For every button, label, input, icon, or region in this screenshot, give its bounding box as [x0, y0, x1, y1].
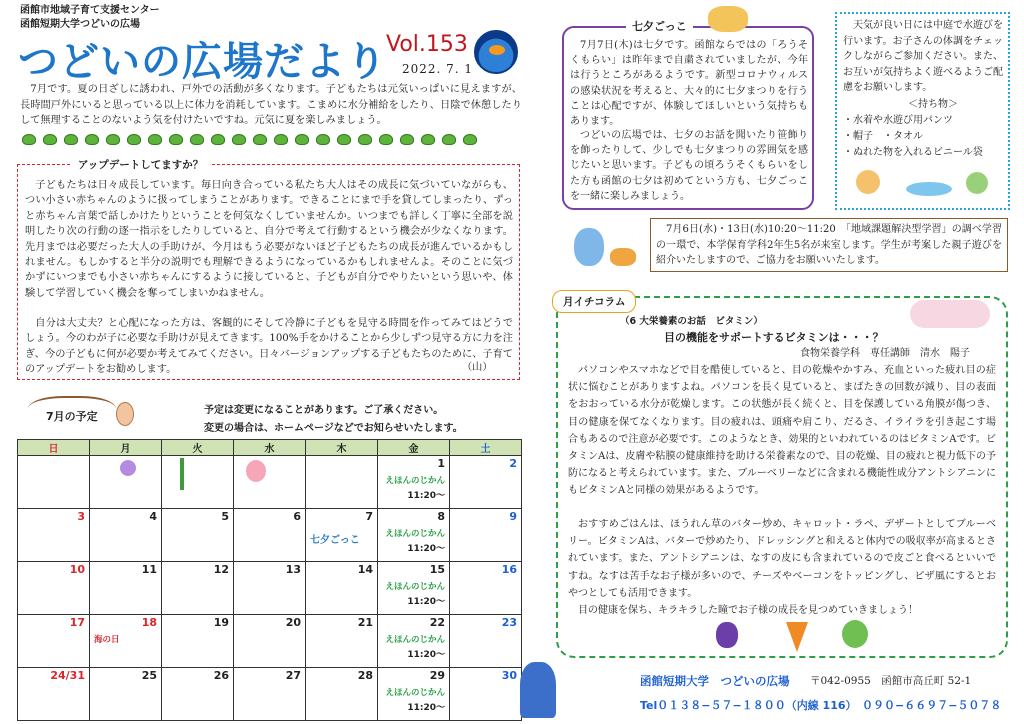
calendar-day-cell — [18, 509, 90, 562]
calendar-date: 10 — [69, 563, 85, 576]
calendar-day-cell — [306, 668, 378, 721]
calendar-day-cell — [306, 615, 378, 668]
calendar-week-row — [18, 615, 522, 668]
star-ornament-icon — [120, 460, 136, 476]
calendar-date: 28 — [357, 669, 373, 682]
spinach-icon — [842, 620, 868, 648]
morning-glory-pot-icon — [520, 662, 556, 718]
event-time: 11:20〜 — [407, 650, 445, 660]
calendar-body — [18, 456, 522, 721]
weekday-wed: 水 — [234, 440, 306, 456]
calendar-date: 23 — [501, 616, 517, 629]
calendar-date: 25 — [141, 669, 157, 682]
picture-book-time-event: えほんのじかん — [385, 635, 445, 645]
item-swimwear: ・水着や水遊び用パンツ — [843, 115, 953, 126]
calendar-date: 11 — [141, 563, 157, 576]
update-article-title: アップデートしてますか？ — [70, 157, 211, 172]
calendar-date: 24/31 — [50, 669, 85, 682]
toy-icon — [610, 248, 636, 266]
volume-number: Vol.153 — [386, 32, 468, 57]
calendar-date: 16 — [501, 563, 517, 576]
calendar-day-cell — [90, 668, 162, 721]
calendar-date: 12 — [213, 563, 229, 576]
calendar-date: 20 — [285, 616, 301, 629]
update-paragraph-2: 自分は大丈夫？と心配になった方は、客観的にそして冷静に子どもを見守る時間を作ってみてはどうでしょう。今のわが子に必要な手助けが見えてきます。100%手をかけることから少しずつ見守る方に力を注ぎ、今の子どもに何が必要か考えてみてください。日々バージョンアップする子どもたちのために、子育てのアップデートをお勧めします。 — [25, 318, 513, 376]
tanabata-paragraph-1: 7月7日(木)は七夕です。函館ならではの「ろうそくもらい」は昨年まで自粛されていましたが、今年は行うところがあるようです。新型コロナウィルスの感染状況を考えると、大々的に七夕まつりを行うことは心配ですが、体験してほしいという気持ちもあります。 — [570, 40, 808, 128]
calendar-date: 3 — [77, 510, 85, 523]
calendar-date: 8 — [437, 510, 445, 523]
update-signature: （山） — [462, 362, 493, 373]
calendar-day-cell — [378, 456, 450, 509]
calendar-week-row — [18, 509, 522, 562]
goldfish-bowl-icon — [474, 30, 518, 74]
tanabata-illustration-icon — [708, 6, 748, 32]
calendar-date: 9 — [509, 510, 517, 523]
calendar-date: 19 — [213, 616, 229, 629]
calendar-day-cell — [450, 456, 522, 509]
weekday-tue: 火 — [162, 440, 234, 456]
picture-book-time-event: えほんのじかん — [385, 582, 445, 592]
eggplant-icon — [716, 622, 738, 648]
monthly-column-tag: 月イチコラム — [552, 290, 636, 313]
calendar-day-cell — [378, 509, 450, 562]
calendar-date: 21 — [357, 616, 373, 629]
schedule-note-1: 予定は変更になることがあります。ご了承ください。 — [204, 405, 444, 416]
calendar-date: 27 — [285, 669, 301, 682]
weekday-sun: 日 — [18, 440, 90, 456]
calendar-day-cell — [306, 456, 378, 509]
calendar-day-cell — [450, 668, 522, 721]
orihime-icon — [246, 460, 266, 482]
calendar-day-cell — [234, 615, 306, 668]
footer-telephone: Tel０１３８−５７−１８００（内線 116） ０９０−６６９７−５０７８ — [640, 699, 1002, 712]
child-illustration-icon — [116, 402, 134, 426]
calendar-day-cell — [378, 615, 450, 668]
items-title: ＜持ち物＞ — [908, 99, 958, 110]
calendar-day-cell — [90, 562, 162, 615]
child-swimming-icon — [856, 170, 880, 194]
calendar-date: 29 — [429, 669, 445, 682]
calendar-week-row — [18, 456, 522, 509]
calendar-date: 1 — [437, 457, 445, 470]
calendar-day-cell — [450, 615, 522, 668]
pool-icon — [906, 182, 952, 196]
calendar-day-cell — [378, 668, 450, 721]
calendar-date: 4 — [149, 510, 157, 523]
calendar-day-cell — [18, 456, 90, 509]
weekday-mon: 月 — [90, 440, 162, 456]
carrot-icon — [786, 622, 808, 652]
calendar-day-cell — [18, 562, 90, 615]
calendar-date: 5 — [221, 510, 229, 523]
calendar-weekday-row — [18, 440, 522, 456]
weekday-sat: 土 — [450, 440, 522, 456]
footer-org-name: 函館短期大学 つどいの広場 — [640, 674, 790, 688]
intro-paragraph: 7月です。夏の日ざしに誘われ、戸外での活動が多くなります。子どもたちは元気いっぱいに見えますが、長時間戸外にいると思っている以上に体力を消耗しています。こまめに水分補給をしたり、日陰で休憩したりして無理することのないよう気を付けたいですね。元気に夏を楽しみましょう。 — [20, 84, 522, 127]
calendar-day-cell — [162, 456, 234, 509]
calendar-date: 18 — [141, 616, 157, 629]
schedule-title: 7月の予定 — [46, 410, 98, 423]
calendar-day-cell — [450, 509, 522, 562]
update-paragraph-1: 子どもたちは日々成長しています。毎日向き合っている私たち大人はその成長に気づいていながらも、つい小さい赤ちゃんのように扱ってしまうことがあります。できることにまで手を貸してしまったり、ずっと赤ちゃん言葉で話しかけたりということを何気なくしていませんか。いつまでも詳しく丁寧に全部を説明したり次の行動の逐一指示をしたりしていると、自分で考えて行動するという機会が少なくなります。先月までは必要だった大人の手助けが、今月はもう必要がないほど子どもたちの成長が進んでいるかもしれません。もしかすると半分の説明でも理解できるようになっているかもしれませんよ。そのことに気づかずにいつまでも小さい赤ちゃんにするように接していると、子どもが自分でやりたいという思いや、体験して学習していく機会を奪ってしまいかねません。 — [25, 180, 513, 299]
tanabata-title: 七夕ごっこ — [626, 18, 693, 34]
column-paragraph-2: おすすめごはんは、ほうれん草のバター炒め、キャロット・ラペ、デザートとしてブルーベリー。ビタミンAは、バターで炒めたり、ドレッシングと和えると体内での吸収率が高まるとされています。また、アントシアニンは、なすの皮にも含まれているので皮ごと食べるといいですね。なすは苦手なお子様が多いので、チーズやベーコンをトッピングし、ピザ風にするとおやつとしても活用できます。 — [568, 519, 996, 599]
water-play-paragraph: 天気が良い日には中庭で水遊びを行います。お子さんの体調をチェックしながらご参加ください。また、お互いが気持ちよく遊べるようご配慮をお願いします。 — [843, 20, 1003, 93]
event-time: 11:20〜 — [407, 703, 445, 713]
org-line-1: 函館市地域子育て支援センター — [20, 5, 160, 16]
research-notice-text: 7月6日(水)・13日(水)10:20〜11:20 「地域課題解決型学習」の調べ学習の一環で、本学保育学科2年生5名が来室します。学生が考案した親子遊びを紹介いたしますので、ご協力をお願いいたします。 — [656, 224, 1002, 266]
bamboo-icon — [180, 458, 184, 490]
child-playing-icon — [966, 172, 988, 194]
picture-book-time-event: えほんのじかん — [385, 476, 445, 486]
tanabata-paragraph-2: つどいの広場では、七夕のお話を聞いたり笹飾りを飾ったりして、少しでも七夕まつりの雰囲気を感じたいと思います。子どもの頃ろうそくもらいをした方も函館の七夕は初めてという方も、七夕ごっこを一緒に楽しみましょう。 — [570, 130, 808, 202]
calendar-day-cell — [18, 668, 90, 721]
calendar-date: 6 — [293, 510, 301, 523]
calendar-date: 13 — [285, 563, 301, 576]
event-time: 11:20〜 — [407, 544, 445, 554]
calendar-date: 22 — [429, 616, 445, 629]
weekday-fri: 金 — [378, 440, 450, 456]
item-hat-towel: ・帽子 ・タオル — [843, 131, 923, 142]
calendar-day-cell — [234, 509, 306, 562]
calendar-day-cell — [234, 456, 306, 509]
calendar-date: 15 — [429, 563, 445, 576]
july-calendar — [17, 439, 522, 721]
calendar-day-cell — [234, 562, 306, 615]
org-line-2: 函館短期大学つどいの広場 — [20, 19, 140, 30]
event-time: 11:20〜 — [407, 491, 445, 501]
calendar-date: 30 — [501, 669, 517, 682]
calendar-day-cell — [90, 509, 162, 562]
issue-date: 2022. 7. 1 — [402, 62, 474, 76]
column-headline: 目の機能をサポートするビタミンは・・・？ — [664, 331, 884, 344]
calendar-day-cell — [306, 562, 378, 615]
calendar-day-cell — [162, 668, 234, 721]
holiday-label: 海の日 — [94, 635, 120, 645]
calendar-week-row — [18, 668, 522, 721]
calendar-date: 14 — [357, 563, 373, 576]
picture-book-time-event: えほんのじかん — [385, 688, 445, 698]
calendar-day-cell — [90, 615, 162, 668]
picture-book-time-event: えほんのじかん — [385, 529, 445, 539]
calendar-date: 17 — [69, 616, 85, 629]
calendar-day-cell — [162, 509, 234, 562]
event-time: 11:20〜 — [407, 597, 445, 607]
footer-address: 〒042-0955 函館市高丘町 52-1 — [810, 675, 972, 687]
elephant-icon — [574, 228, 604, 266]
newsletter-title: つどいの広場だより — [18, 39, 387, 85]
bear-illustration-icon — [910, 300, 990, 328]
schedule-note-2: 変更の場合は、ホームページなどでお知らせいたします。 — [204, 423, 463, 434]
calendar-day-cell — [162, 615, 234, 668]
calendar-day-cell — [306, 509, 378, 562]
frog-border-decoration — [22, 134, 477, 145]
calendar-day-cell — [18, 615, 90, 668]
calendar-day-cell — [450, 562, 522, 615]
calendar-day-cell — [234, 668, 306, 721]
column-paragraph-3: 目の健康を保ち、キラキラした瞳でお子様の成長を見つめていきましょう！ — [578, 605, 918, 616]
calendar-date: 7 — [365, 510, 373, 523]
item-plastic-bag: ・ぬれた物を入れるビニール袋 — [843, 147, 983, 158]
column-paragraph-1: パソコンやスマホなどで目を酷使していると、目の乾燥やかすみ、充血といった疲れ目の症状に悩むことがありますよね。パソコンを長く見ていると、まばたきの回数が減り、目の表面をおおっている水分が乾燥します。この状態が長く続くと、目を保護している角膜が傷つき、目の健康を保てなくなります。目の疲れは、頭痛や肩こり、だるさ、イライラを引き起こす場合もあるので注意が必要です。このようなとき、効果的といわれているのはビタミンAです。ビタミンAは、皮膚や粘膜の健康維持を助ける栄養素なので、目の乾燥、目の疲れと視力低下の予防になると考えられています。また、ブルーベリーなどに含まれる機能性成分アントシアニンにもビタミンAと同様の効果があるようです。 — [568, 365, 996, 497]
column-series: （6 大栄養素のお話 ビタミン） — [620, 316, 763, 327]
tanabata-event-label: 七夕ごっこ — [310, 535, 360, 546]
column-author: 食物栄養学科 専任講師 清水 陽子 — [800, 348, 970, 359]
calendar-week-row — [18, 562, 522, 615]
calendar-date: 2 — [509, 457, 517, 470]
weekday-thu: 木 — [306, 440, 378, 456]
calendar-day-cell — [378, 562, 450, 615]
calendar-day-cell — [162, 562, 234, 615]
calendar-date: 26 — [213, 669, 229, 682]
